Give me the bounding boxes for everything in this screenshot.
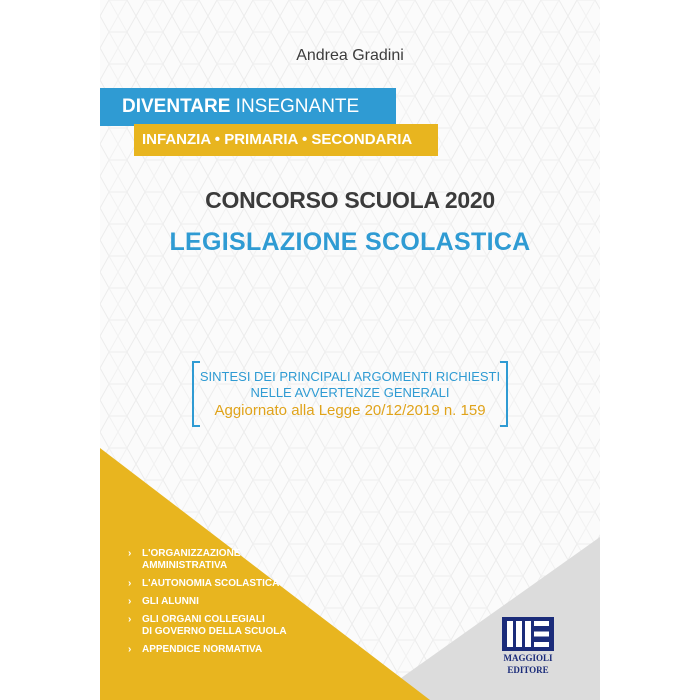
publisher-logo — [502, 617, 554, 675]
levels-banner: INFANZIA • PRIMARIA • SECONDARIA — [134, 124, 438, 156]
list-item-label: APPENDICE NORMATIVA — [142, 644, 263, 655]
list-item — [128, 614, 287, 638]
publisher-subname: EDITORE — [507, 665, 549, 675]
list-item — [128, 578, 287, 590]
series-banner-light: INSEGNANTE — [235, 96, 360, 117]
list-item-label: GLI ALUNNI — [142, 596, 199, 607]
list-item — [128, 596, 287, 608]
list-item — [128, 644, 287, 656]
list-item-label: L'ORGANIZZAZIONE AMMINISTRATIVA — [142, 548, 241, 571]
maggioli-logo-icon — [502, 617, 554, 651]
publisher-name: MAGGIOLI — [503, 653, 553, 663]
update-note: Aggiornato alla Legge 20/12/2019 n. 159 — [214, 402, 486, 419]
description-line-2: NELLE AVVERTENZE GENERALI — [250, 385, 450, 400]
chevron-right-icon: › — [128, 578, 132, 589]
chevron-right-icon: › — [128, 644, 132, 655]
series-banner-bold: DIVENTARE — [122, 96, 231, 117]
list-item-label: L'AUTONOMIA SCOLASTICA — [142, 578, 280, 589]
series-banner — [100, 88, 396, 126]
chevron-right-icon: › — [128, 596, 132, 607]
description-box — [192, 361, 508, 427]
book-subtitle: LEGISLAZIONE SCOLASTICA — [169, 228, 531, 256]
contents-list — [128, 548, 287, 662]
list-item — [128, 548, 287, 572]
chevron-right-icon: › — [128, 548, 132, 559]
list-item-label: GLI ORGANI COLLEGIALI DI GOVERNO DELLA SCUOLA — [142, 614, 287, 637]
chevron-right-icon: › — [128, 614, 132, 625]
book-title: CONCORSO SCUOLA 2020 — [205, 187, 495, 213]
description-line-1: SINTESI DEI PRINCIPALI ARGOMENTI RICHIESTI — [199, 369, 501, 384]
author-name: Andrea Gradini — [296, 47, 404, 64]
